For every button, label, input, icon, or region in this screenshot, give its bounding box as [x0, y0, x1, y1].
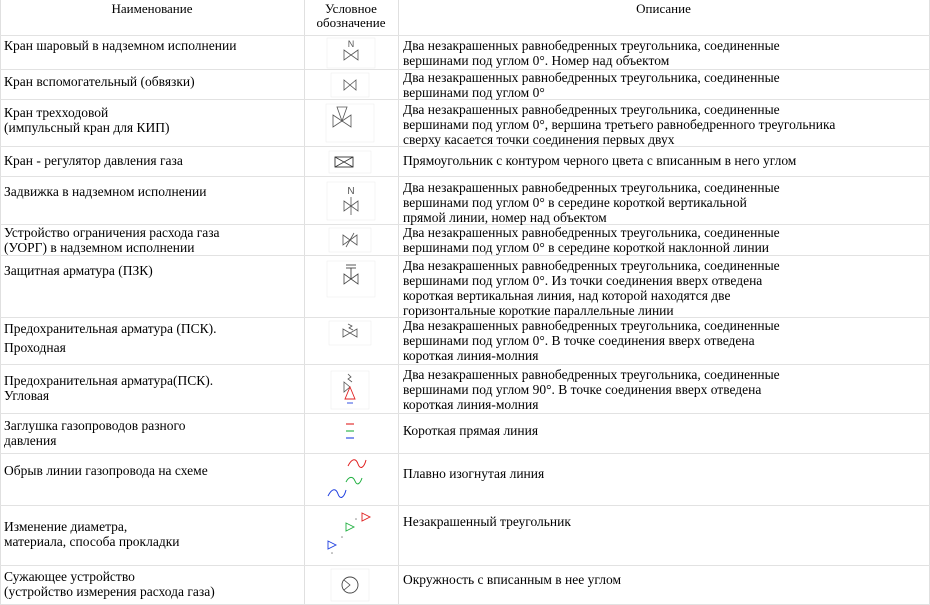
- row-description-line: Незакрашенный треугольник: [403, 514, 571, 529]
- row-description-line: Окружность с вписанным в нее углом: [403, 572, 621, 587]
- row-description-line: вершинами под углом 0°. В точке соединения вверх отведена: [403, 333, 755, 348]
- row-name-line: Угловая: [4, 388, 50, 403]
- row-description-line: Два незакрашенных равнобедренных треугольника, соединенные: [403, 38, 780, 53]
- row-name: [4, 373, 304, 403]
- header-description: Описание: [636, 1, 691, 16]
- header-name: Наименование: [111, 1, 193, 16]
- relief-valve-angle-symbol-icon: [330, 370, 370, 410]
- row-description-line: горизонтальные короткие параллельные линии: [403, 303, 674, 318]
- row-description-line: вершинами под углом 0°. Номер над объектом: [403, 53, 670, 68]
- three-way-valve-symbol-icon: [325, 103, 375, 143]
- row-divider: [0, 255, 930, 256]
- row-name-line: Кран шаровый в надземном исполнении: [4, 38, 237, 53]
- relief-valve-inline-symbol-icon: [328, 320, 372, 346]
- row-description: [403, 572, 923, 587]
- row-name-line: Кран вспомогательный (обвязки): [4, 74, 195, 89]
- row-name-line: Сужающее устройство: [4, 569, 135, 584]
- row-name: [4, 569, 304, 599]
- row-name-line: Изменение диаметра,: [4, 519, 128, 534]
- row-name-line: Обрыв линии газопровода на схеме: [4, 463, 208, 478]
- row-name-line: давления: [4, 433, 57, 448]
- row-name: [4, 153, 304, 168]
- row-name-line: (устройство измерения расхода газа): [4, 584, 215, 599]
- gate-valve-symbol-icon: [326, 181, 376, 221]
- row-name-line: Заглушка газопроводов разного: [4, 418, 186, 433]
- row-name: [4, 519, 304, 549]
- auxiliary-valve-symbol-icon: [330, 72, 370, 98]
- row-name-line: Кран - регулятор давления газа: [4, 153, 183, 168]
- header-symbol-line1: Условное: [325, 1, 377, 16]
- row-name: [4, 105, 304, 135]
- symbol-number-label: N: [347, 39, 355, 49]
- row-description-line: прямой линии, номер над объектом: [403, 210, 607, 225]
- row-description-line: Два незакрашенных равнобедренных треугольника, соединенные: [403, 70, 780, 85]
- row-name: [4, 225, 304, 255]
- row-description-line: вершинами под углом 90°. В точке соединения вверх отведена: [403, 382, 762, 397]
- row-description-line: Два незакрашенных равнобедренных треугольника, соединенные: [403, 102, 780, 117]
- row-description: [403, 514, 923, 529]
- row-description-line: короткая линия-молния: [403, 397, 539, 412]
- row-divider: [0, 364, 930, 365]
- row-name: [4, 418, 304, 448]
- row-description-line: вершинами под углом 0°. Из точки соединения вверх отведена: [403, 273, 763, 288]
- row-description: [403, 102, 923, 147]
- row-description: [403, 466, 923, 481]
- table-border-left: [0, 0, 1, 605]
- row-description: [403, 318, 923, 363]
- row-name: [4, 38, 304, 53]
- row-description-line: Плавно изогнутая линия: [403, 466, 545, 481]
- row-description: [403, 38, 923, 68]
- row-description-line: вершинами под углом 0° в середине короткой наклонной линии: [403, 240, 770, 255]
- row-description-line: Два незакрашенных равнобедренных треугольника, соединенные: [403, 225, 780, 240]
- row-description-line: Два незакрашенных равнобедренных треугольника, соединенные: [403, 180, 780, 195]
- row-description-line: вершинами под углом 0°: [403, 85, 545, 100]
- row-description: [403, 70, 923, 100]
- row-name-line: (УОРГ) в надземном исполнении: [4, 240, 195, 255]
- ball-valve-symbol-icon: [326, 37, 376, 69]
- row-name-line: Кран трехходовой: [4, 105, 109, 120]
- row-name: [4, 463, 304, 478]
- row-description-line: короткая вертикальная линия, над которой находятся две: [403, 288, 731, 303]
- row-name-line: Устройство ограничения расхода газа: [4, 225, 220, 240]
- row-divider: [0, 453, 930, 454]
- row-name-line: материала, способа прокладки: [4, 534, 180, 549]
- row-description: [403, 423, 923, 438]
- shutoff-valve-symbol-icon: [326, 260, 376, 298]
- header-symbol: [304, 2, 398, 30]
- row-divider: [0, 176, 930, 177]
- flow-limiter-symbol-icon: [328, 227, 372, 253]
- row-divider: [0, 505, 930, 506]
- row-description: [403, 153, 923, 168]
- pipe-break-symbol-icon: [322, 456, 378, 506]
- row-divider: [0, 565, 930, 566]
- row-name-line: Проходная: [4, 340, 66, 355]
- pipe-plug-symbol-icon: [340, 418, 360, 448]
- row-description-line: вершинами под углом 0°, вершина третьего равнобедренного треугольника: [403, 117, 836, 132]
- row-name-line: (импульсный кран для КИП): [4, 120, 170, 135]
- symbol-number-label: N: [347, 186, 355, 197]
- row-description-line: Короткая прямая линия: [403, 423, 539, 438]
- row-description-line: сверху касается точки соединения первых двух: [403, 132, 675, 147]
- row-divider: [0, 35, 930, 36]
- row-name-line: Защитная арматура (ПЗК): [4, 263, 153, 278]
- row-name: [4, 74, 304, 89]
- row-description: [403, 225, 923, 255]
- row-description-line: Два незакрашенных равнобедренных треугольника, соединенные: [403, 258, 780, 273]
- row-description: [403, 367, 923, 412]
- row-name-line: Предохранительная арматура(ПСК).: [4, 373, 214, 388]
- row-description-line: Два незакрашенных равнобедренных треугольника, соединенные: [403, 367, 780, 382]
- row-description-line: вершинами под углом 0° в середине короткой вертикальной: [403, 195, 747, 210]
- row-description-line: короткая линия-молния: [403, 348, 539, 363]
- row-divider: [0, 413, 930, 414]
- row-name-line: Задвижка в надземном исполнении: [4, 184, 207, 199]
- row-description-line: Два незакрашенных равнобедренных треугольника, соединенные: [403, 318, 780, 333]
- row-description-line: Прямоугольник с контуром черного цвета с вписанным в него углом: [403, 153, 797, 168]
- diameter-change-symbol-icon: [318, 507, 382, 563]
- row-name: [4, 184, 304, 199]
- row-description: [403, 258, 923, 318]
- row-name: [4, 263, 304, 278]
- column-divider: [304, 0, 305, 605]
- column-divider: [398, 0, 399, 605]
- flow-meter-symbol-icon: [330, 568, 370, 602]
- header-symbol-line2: обозначение: [316, 15, 386, 30]
- pressure-regulator-symbol-icon: [328, 150, 372, 174]
- row-name-line: Предохранительная арматура (ПСК).: [4, 321, 217, 336]
- row-name: [4, 321, 304, 355]
- row-description: [403, 180, 923, 225]
